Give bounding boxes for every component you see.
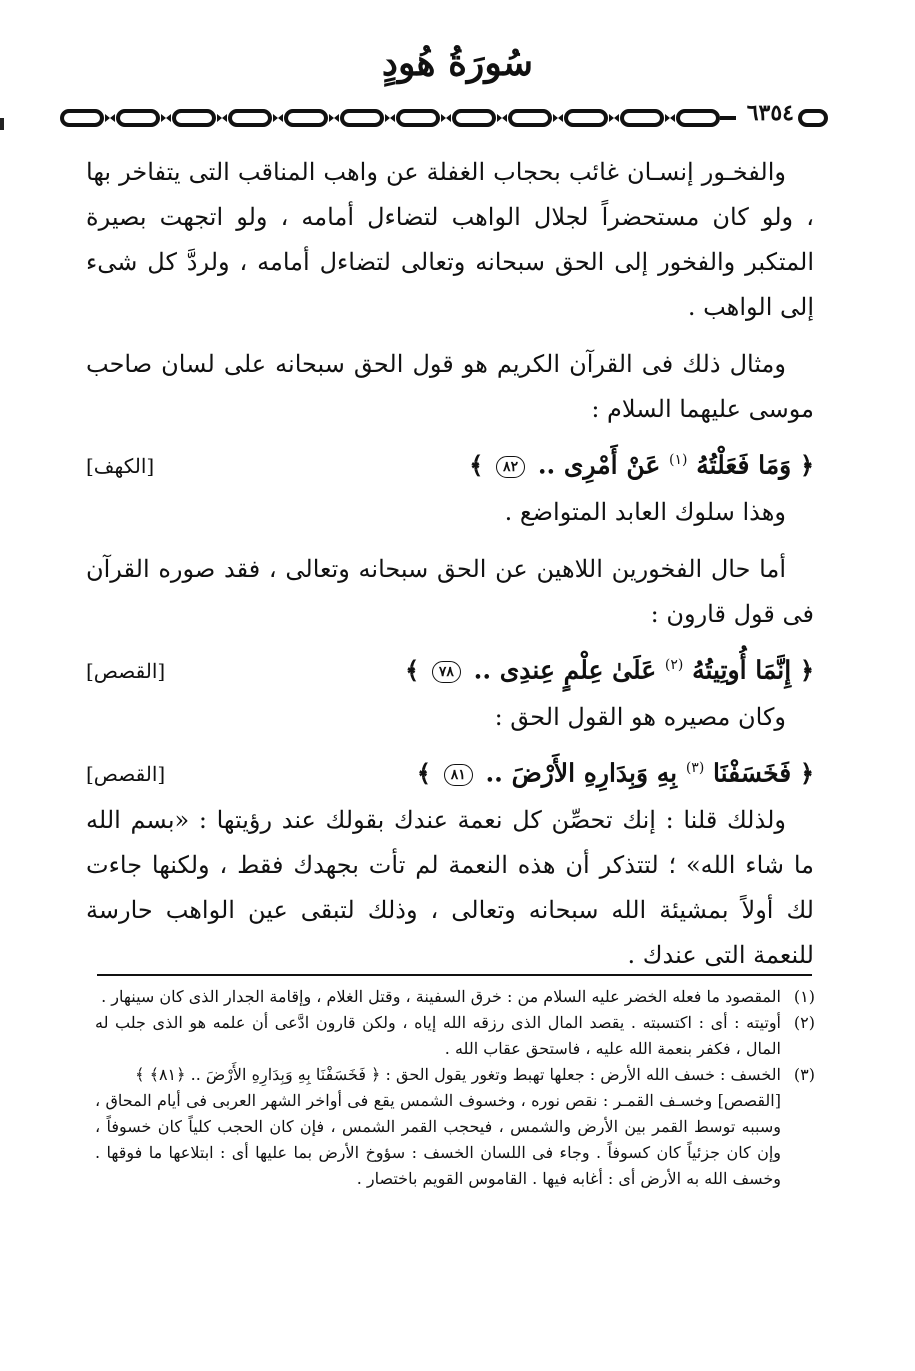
footnote-number: (٣) xyxy=(793,1065,815,1084)
footnote-text: المقصود ما فعله الخضر عليه السلام من : خرق السفينة ، وقتل الغلام ، وإقامة الجدار الذى كان سينهار . xyxy=(101,987,781,1006)
verse-open-bracket: ﴿ xyxy=(799,655,814,685)
footnote-number: (١) xyxy=(793,987,815,1006)
footnotes xyxy=(95,984,815,1192)
paragraph-1: والفخـور إنسـان غائب بحجاب الغفلة عن واهب المناقب التى يتفاخر بها ، ولو كان مستحضراً لجلال الواهب لتضاءل أمامه ، ولو اتجهت بصيرة المتكبر والفخور إلى الحق سبحانه وتعالى لتضاءل أمامه ، ولردَّ كل شىء إلى الواهب . xyxy=(86,158,814,321)
surah-reference: [الكهف] xyxy=(86,454,155,478)
footnote-marker: (١) xyxy=(669,452,688,468)
paragraph-4: أما حال الفخورين اللاهين عن الحق سبحانه وتعالى ، فقد صوره القرآن فى قول قارون : xyxy=(86,555,814,628)
footnote-1 xyxy=(95,984,815,1010)
footnote-marker: (٣) xyxy=(685,760,705,776)
paragraph-2: ومثال ذلك فى القرآن الكريم هو قول الحق سبحانه على لسان صاحب موسى عليهما السلام : xyxy=(86,350,814,423)
footnote-text: [القصص] وخسـف القمـر : نقص نوره ، وخسوف الشمس يقع فى أواخر الشهر العربى فى أيام المحاق ، وسببه توسط القمر بين الأرض والشمس ، فيحجب القمر الشمس ، فإن كان الحجب كلياً كان خسوفاً ، وإن كان جزئياً كان كسوفاً . وجاء فى اللسان الخسف : سؤوخ الأرض بما عليها أى : ابتلاعها ما فوقها . وخسف الله به الأرض أى : أغابه فيها . القاموس القويم باختصار . xyxy=(95,1091,782,1188)
footnote-number: (٢) xyxy=(793,1013,815,1032)
verse-text-b: عَلَىٰ عِلْمٍ عِندِى .. xyxy=(473,655,657,685)
main-text xyxy=(86,150,814,978)
paragraph-6: ولذلك قلنا : إنك تحصِّن كل نعمة عندك بقولك عند رؤيتها : «بسم الله ما شاء الله» ؛ لتتذكر أن هذه النعمة لم تأت بجهدك فقط ، ولكنها جاءت لك أولاً بمشيئة الله سبحانه وتعالى ، وذلك لتبقى عين الواهب حارسة للنعمة التى عندك . xyxy=(86,806,814,969)
surah-reference: [القصص] xyxy=(86,762,166,786)
verse-close-bracket: ﴾ xyxy=(405,655,420,685)
quran-verse-1 xyxy=(86,438,814,488)
page-number: ٦٣٥٤ xyxy=(746,100,794,126)
verse-text xyxy=(469,438,814,487)
verse-text-a: إِنَّمَا أُوتِيتُهُ xyxy=(692,655,792,685)
verse-text xyxy=(417,746,814,795)
footnote-2 xyxy=(95,1010,815,1062)
paragraph-5: وكان مصيره هو القول الحق : xyxy=(494,703,786,731)
verse-number: ٨٢ xyxy=(496,456,525,478)
footnote-text: الخسف : خسف الله الأرض : جعلها تهبط وتغور يقول الحق : ﴿ فَخَسَفْنَا بِهِ وَبِدَارِهِ الأَرْضَ .. ﴿٨١﴾ ﴾ xyxy=(135,1065,781,1084)
verse-number: ٧٨ xyxy=(432,661,461,683)
surah-reference: [القصص] xyxy=(86,659,166,683)
chain-ornament-icon xyxy=(58,106,738,130)
header-ornament-row xyxy=(58,96,828,140)
footnote-marker: (٢) xyxy=(664,657,684,673)
verse-open-bracket: ﴿ xyxy=(799,758,814,788)
page-edge-mark xyxy=(0,118,4,130)
verse-close-bracket: ﴾ xyxy=(469,450,484,480)
verse-text-b: عَنْ أَمْرِى .. xyxy=(537,450,661,480)
footnote-3 xyxy=(95,1062,815,1088)
verse-text xyxy=(405,643,814,692)
header-end-ornament-icon xyxy=(798,106,828,130)
verse-text-a: وَمَا فَعَلْتُهُ xyxy=(696,450,792,480)
paragraph-3: وهذا سلوك العابد المتواضع . xyxy=(504,498,786,526)
quran-verse-3 xyxy=(86,746,814,796)
verse-open-bracket: ﴿ xyxy=(799,450,814,480)
quran-verse-2 xyxy=(86,643,814,693)
footnote-text: أوتيته : أى : اكتسبته . يقصد المال الذى رزقه الله إياه ، ولكن قارون ادَّعى أن علمه هو الذى جلب له المال ، فكفر بنعمة الله عليه ، فاستحق عقاب الله . xyxy=(95,1013,782,1058)
footnote-3-continued xyxy=(95,1088,815,1192)
verse-close-bracket: ﴾ xyxy=(416,758,431,788)
surah-title: سُورَةُ هُودٍ xyxy=(381,42,534,84)
verse-text-a: فَخَسَفْنَا xyxy=(713,758,792,788)
verse-text-b: بِهِ وَبِدَارِهِ الأَرْضَ .. xyxy=(485,758,678,788)
footnote-divider xyxy=(97,974,812,976)
verse-number: ٨١ xyxy=(444,764,473,786)
